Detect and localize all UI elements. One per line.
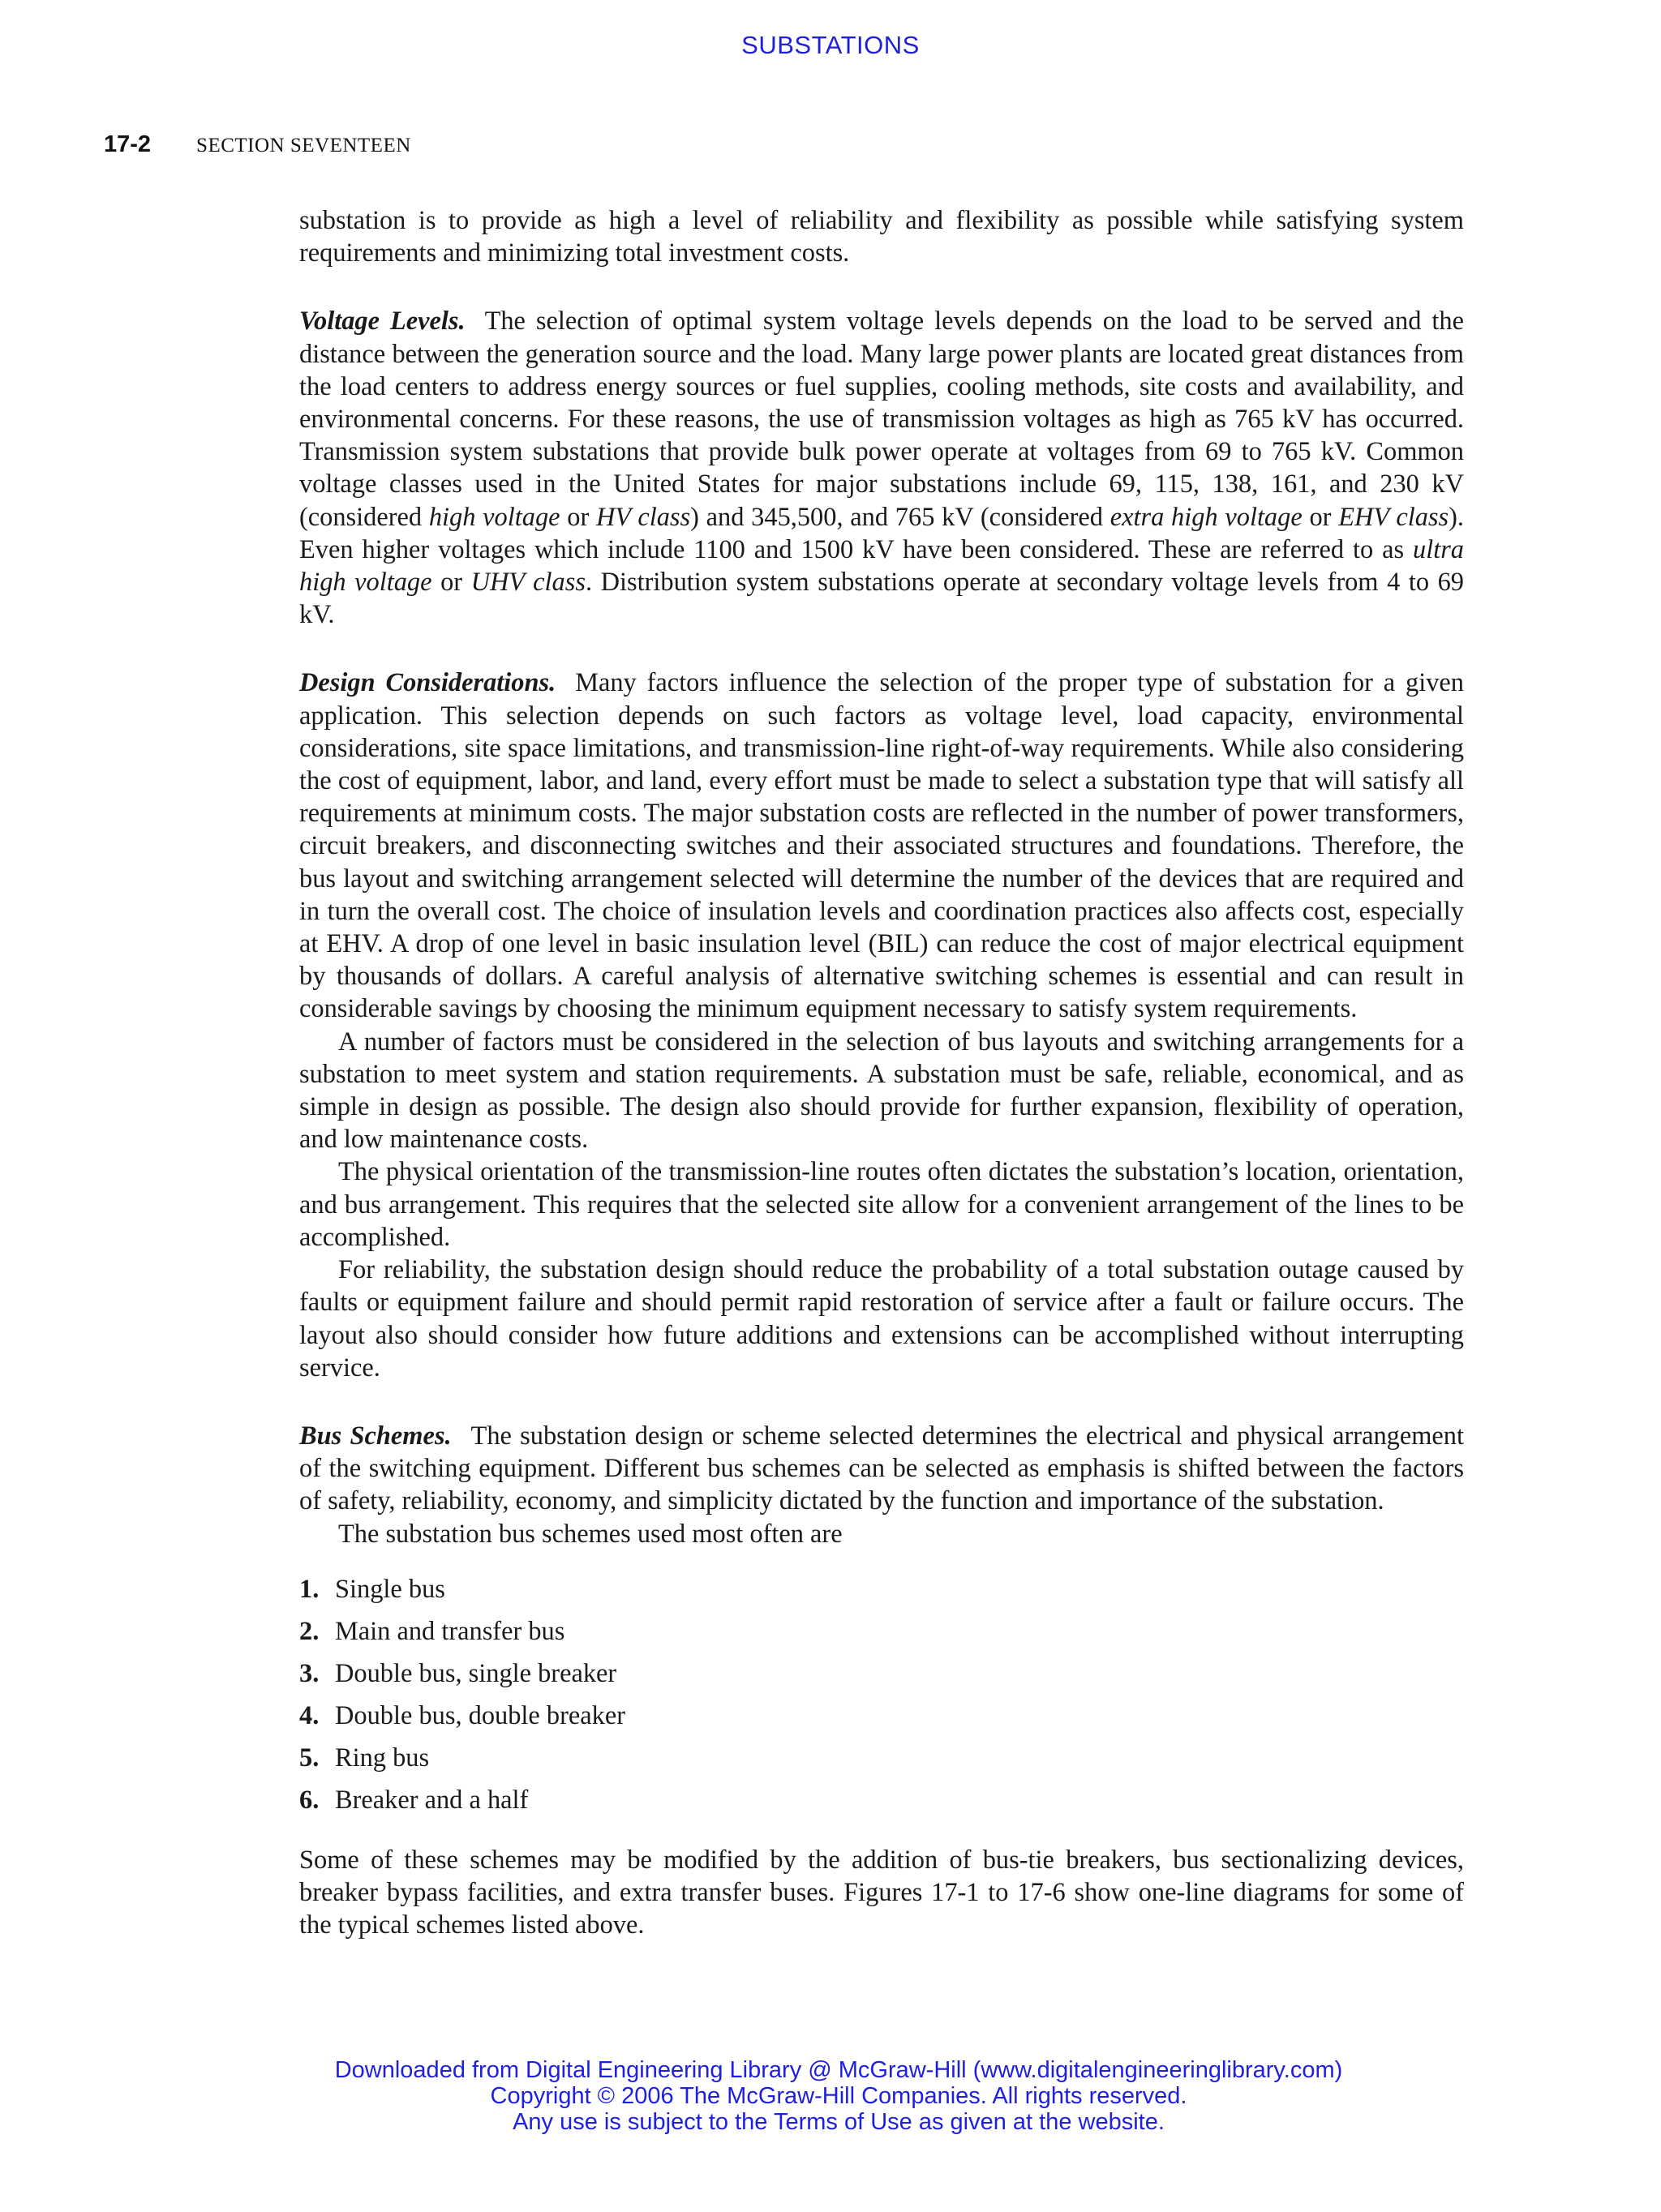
- voltage-text: The selection of optimal system voltage levels depends on the load to be served and the distance between the generation source and the load. Many large power plants are located great distances from the load centers to address energy sources or fuel supplies, cooling methods, site costs and availability, and environmental concerns. For these reasons, the use of transmission voltages as high as 765 kV has occurred. Transmission system substations that provide bulk power operate at voltages from 69 to 765 kV. Common voltage classes used in the United States for major substations include 69, 115, 138, 161, and 230 kV (considered: [299, 307, 1464, 532]
- list-text: Breaker and a half: [335, 1785, 529, 1815]
- list-item: [299, 1568, 1464, 1610]
- voltage-text: ) and 345,500, and 765 kV (considered: [690, 502, 1110, 532]
- list-number: 6.: [299, 1785, 320, 1815]
- voltage-text: or: [560, 502, 596, 532]
- section-title: SECTION SEVENTEEN: [196, 135, 411, 156]
- running-head: SUBSTATIONS: [741, 31, 920, 59]
- bus-schemes-list: [299, 1568, 1464, 1821]
- list-text: Ring bus: [335, 1743, 430, 1773]
- design-considerations-paragraph: [299, 667, 1464, 1025]
- list-item: [299, 1779, 1464, 1821]
- footer-copyright: Copyright © 2006 The McGraw-Hill Companies. All rights reserved.: [490, 2083, 1187, 2109]
- list-text: Single bus: [335, 1574, 445, 1604]
- list-item: [299, 1737, 1464, 1779]
- voltage-term: ultra high voltage: [299, 534, 1464, 598]
- voltage-term: HV class: [596, 502, 691, 532]
- body-text: [299, 204, 1464, 1941]
- voltage-term: extra high voltage: [1109, 502, 1303, 532]
- list-item: [299, 1695, 1464, 1737]
- page-number: 17-2: [104, 131, 152, 157]
- bus-paragraph-2: The substation bus schemes used most often are: [338, 1519, 843, 1549]
- voltage-term: high voltage: [428, 502, 560, 532]
- list-text: Main and transfer bus: [335, 1616, 565, 1646]
- list-number: 1.: [299, 1574, 320, 1604]
- bus-schemes-heading: Bus Schemes.: [299, 1421, 452, 1451]
- list-number: 3.: [299, 1658, 320, 1688]
- design-paragraph-2: A number of factors must be considered in the selection of bus layouts and switching arrangements for a substation to meet system and station requirements. A substation must be safe, reliable, economical, and as simple in design as possible. The design also should provide for further expansion, flexibility of operation, and low maintenance costs.: [299, 1027, 1464, 1155]
- bus-text: The substation design or scheme selected determines the electrical and physical arrangement of the switching equipment. Different bus schemes can be selected as emphasis is shifted between the factors of safety, reliability, economy, and simplicity dictated by the function and importance of the substation.: [299, 1421, 1464, 1516]
- voltage-text: . Distribution system substations operate at secondary voltage levels from 4 to 69 kV.: [299, 568, 1464, 630]
- copyright-footer: [0, 2057, 1661, 2135]
- design-paragraph-4: For reliability, the substation design should reduce the probability of a total substation outage caused by faults or equipment failure and should permit rapid restoration of service after a fault or failure occurs. The layout also should consider how future additions and extensions can be accomplished without interrupting service.: [299, 1255, 1464, 1382]
- list-item: [299, 1610, 1464, 1653]
- footer-terms: Any use is subject to the Terms of Use as given at the website.: [513, 2109, 1165, 2135]
- page-header: [104, 131, 411, 158]
- voltage-term: UHV class: [470, 568, 586, 598]
- voltage-levels-paragraph: [299, 305, 1464, 631]
- list-number: 5.: [299, 1743, 320, 1773]
- list-text: Double bus, double breaker: [335, 1700, 625, 1730]
- bus-schemes-paragraph: [299, 1420, 1464, 1518]
- voltage-levels-heading: Voltage Levels.: [299, 307, 466, 337]
- voltage-text: or: [1302, 502, 1339, 532]
- design-considerations-heading: Design Considerations.: [299, 668, 556, 698]
- list-item: [299, 1653, 1464, 1695]
- design-paragraph-3: The physical orientation of the transmission-line routes often dictates the substation’s location, orientation, and bus arrangement. This requires that the selected site allow for a convenient arrangement of the lines to be accomplished.: [299, 1157, 1464, 1252]
- voltage-text: ). Even higher voltages which include 1100 and 1500 kV have been considered. These are referred to as: [299, 502, 1464, 564]
- list-number: 2.: [299, 1616, 320, 1646]
- footer-download-link[interactable]: Downloaded from Digital Engineering Library @ McGraw-Hill (www.digitalengineeringlibrary.com): [334, 2057, 1343, 2083]
- design-text: Many factors influence the selection of the proper type of substation for a given application. This selection depends on such factors as voltage level, load capacity, environmental considerations, site space limitations, and transmission-line right-of-way requirements. While also considering the cost of equipment, labor, and land, every effort must be made to select a substation type that will satisfy all requirements at minimum costs. The major substation costs are reflected in the number of power transformers, circuit breakers, and disconnecting switches and their associated structures and foundations. Therefore, the bus layout and switching arrangement selected will determine the number of the devices that are required and in turn the overall cost. The choice of insulation levels and coordination practices also affects cost, especially at EHV. A drop of one level in basic insulation level (BIL) can reduce the cost of major electrical equipment by thousands of dollars. A careful analysis of alternative switching schemes is essential and can result in considerable savings by choosing the minimum equipment necessary to satisfy system requirements.: [299, 668, 1464, 1024]
- intro-paragraph: substation is to provide as high a level of reliability and flexibility as possible while satisfying system requirements and minimizing total investment costs.: [299, 206, 1464, 268]
- list-text: Double bus, single breaker: [335, 1658, 617, 1688]
- voltage-term: EHV class: [1338, 502, 1449, 532]
- bus-paragraph-3: Some of these schemes may be modified by the addition of bus-tie breakers, bus sectionalizing devices, breaker bypass facilities, and extra transfer buses. Figures 17-1 to 17-6 show one-line diagrams for some of the typical schemes listed above.: [299, 1845, 1464, 1940]
- list-number: 4.: [299, 1700, 320, 1730]
- voltage-text: or: [431, 568, 471, 598]
